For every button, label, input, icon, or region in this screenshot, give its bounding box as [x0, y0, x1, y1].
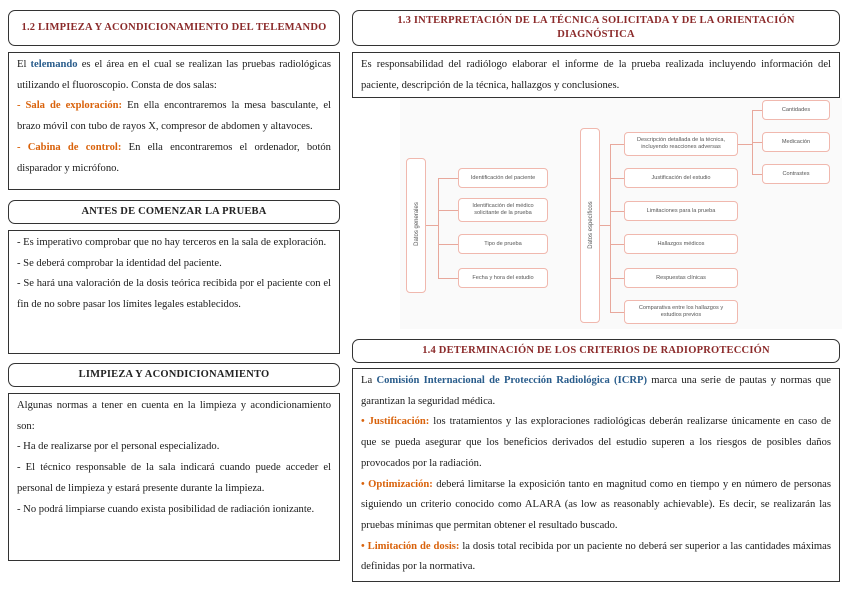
icrp-intro	[361, 371, 831, 412]
limitacion-text: la dosis total recibida por un paciente no deberá ser superior a las cantidades máximas definidas por la normativa.	[361, 540, 832, 573]
informe-text: Es responsabilidad del radiólogo elaborar el informe de la prueba realizada incluyendo información del paciente, descripción de la técnica, hallazgos y conclusiones.	[361, 59, 831, 91]
connector	[610, 144, 611, 312]
connector	[738, 144, 752, 145]
especificos-item: Respuestas clínicas	[624, 268, 738, 288]
especificos-item: Hallazgos médicos	[624, 234, 738, 254]
radioproteccion-criteria	[352, 368, 840, 582]
limpieza-item: Algunas normas a tener en cuenta en la limpieza y acondicionamiento son:	[17, 400, 331, 432]
section-1-3-title	[352, 10, 840, 46]
telemando-intro: El	[17, 59, 27, 70]
antes-item: - Se hará una valoración de la dosis teórica recibida por el paciente con el fin de no sobre pasar los límites legales establecidos.	[17, 278, 331, 311]
connector	[438, 178, 458, 179]
limpieza-title	[8, 363, 340, 387]
limpieza-list	[8, 393, 340, 561]
informe-description	[352, 52, 840, 98]
connector	[752, 110, 762, 111]
connector	[438, 278, 458, 279]
detalle-item: Medicación	[762, 132, 830, 152]
antes-list	[8, 230, 340, 354]
section-1-4-title-text: 1.4 DETERMINACIÓN DE LOS CRITERIOS DE RADIOPROTECCIÓN	[422, 345, 770, 356]
telemando-paragraph	[17, 55, 331, 96]
especificos-item: Justificación del estudio	[624, 168, 738, 188]
justificacion-item	[361, 412, 831, 474]
limpieza-item: - No podrá limpiarse cuando exista posibilidad de radiación ionizante.	[17, 503, 315, 515]
justificacion-text: los tratamientos y las exploraciones radiológicas deberán realizarse únicamente en caso de que se pueda asegurar que los beneficios derivados del estudio superen a los riesgos de posibles daños provocados por la radiación.	[361, 416, 831, 469]
limitacion-label: • Limitación de dosis:	[361, 540, 460, 552]
limitacion-item	[361, 537, 831, 578]
section-1-2-title-text: 1.2 LIMPIEZA Y ACONDICIONAMIENTO DEL TELEMANDO	[21, 22, 327, 33]
generales-item: Identificación del médico solicitante de la prueba	[458, 198, 548, 222]
antes-title	[8, 200, 340, 224]
generales-item: Identificación del paciente	[458, 168, 548, 188]
optimizacion-text: deberá limitarse la exposición tanto en magnitud como en tiempo y en número de personas siguiendo un criterio conocido como ALARA (as low as reasonably achievable). Es decir, se realizarán las pruebas mínimas que permitan obtener el resultado buscado.	[361, 478, 832, 531]
detalle-item: Cantidades	[762, 100, 830, 120]
section-1-3-title-text: 1.3 INTERPRETACIÓN DE LA TÉCNICA SOLICITADA Y DE LA ORIENTACIÓN DIAGNÓSTICA	[397, 15, 795, 40]
icrp-intro-b: marca una serie de pautas y normas que garantizan la seguridad médica.	[361, 375, 831, 407]
especificos-item: Descripción detallada de la técnica, incluyendo reacciones adversas	[624, 132, 738, 156]
connector	[600, 225, 610, 226]
datos-especificos-group	[580, 128, 600, 323]
section-1-2-title	[8, 10, 340, 46]
cabina-control-text: En ella encontraremos el ordenador, botón disparador y micrófono.	[17, 141, 331, 174]
icrp-name: Comisión Internacional de Protección Radiológica (ICRP)	[376, 375, 647, 386]
optimizacion-label: • Optimización:	[361, 478, 433, 490]
generales-item: Fecha y hora del estudio	[458, 268, 548, 288]
datos-generales-group	[406, 158, 426, 293]
connector	[610, 244, 624, 245]
cabina-control	[17, 138, 331, 179]
generales-item: Tipo de prueba	[458, 234, 548, 254]
limpieza-item: - El técnico responsable de la sala indicará cuando puede acceder el personal de limpieza y estará presente durante la limpieza.	[17, 462, 331, 494]
sala-exploracion-label: - Sala de exploración:	[17, 100, 123, 112]
connector	[610, 278, 624, 279]
connector	[610, 312, 624, 313]
connector	[438, 244, 458, 245]
sala-exploracion-text: En ella encontraremos la mesa basculante, el brazo móvil con tubo de rayos X, compresor de abdomen y altavoces.	[17, 100, 331, 133]
datos-especificos-label: Datos específicos	[588, 201, 594, 249]
justificacion-label: • Justificación:	[361, 416, 430, 428]
limpieza-item: - Ha de realizarse por el personal especializado.	[17, 441, 220, 453]
antes-title-text: ANTES DE COMENZAR LA PRUEBA	[81, 206, 267, 217]
cabina-control-label: - Cabina de control:	[17, 141, 122, 153]
icrp-intro-a: La	[361, 375, 373, 386]
optimizacion-item	[361, 475, 831, 537]
antes-item: - Es imperativo comprobar que no hay terceros en la sala de exploración.	[17, 237, 327, 248]
informe-diagram	[400, 98, 842, 329]
section-1-4-title	[352, 339, 840, 363]
detalle-item: Contrastes	[762, 164, 830, 184]
connector	[610, 144, 624, 145]
especificos-item: Limitaciones para la prueba	[624, 201, 738, 221]
connector	[438, 178, 439, 278]
telemando-description	[8, 52, 340, 190]
antes-item: - Se deberá comprobar la identidad del paciente.	[17, 257, 222, 269]
connector	[426, 225, 438, 226]
connector	[752, 174, 762, 175]
connector	[438, 210, 458, 211]
connector	[752, 142, 762, 143]
telemando-keyword: telemando	[30, 59, 78, 70]
telemando-intro-rest: es el área en el cual se realizan las pruebas radiológicas utilizando el fluoroscopio. Consta de dos salas:	[17, 59, 331, 91]
sala-exploracion	[17, 96, 331, 137]
limpieza-title-text: LIMPIEZA Y ACONDICIONAMIENTO	[78, 369, 270, 380]
datos-generales-label: Datos generales	[414, 202, 420, 246]
especificos-item: Comparativa entre los hallazgos y estudios previos	[624, 300, 738, 324]
connector	[610, 211, 624, 212]
connector	[610, 178, 624, 179]
